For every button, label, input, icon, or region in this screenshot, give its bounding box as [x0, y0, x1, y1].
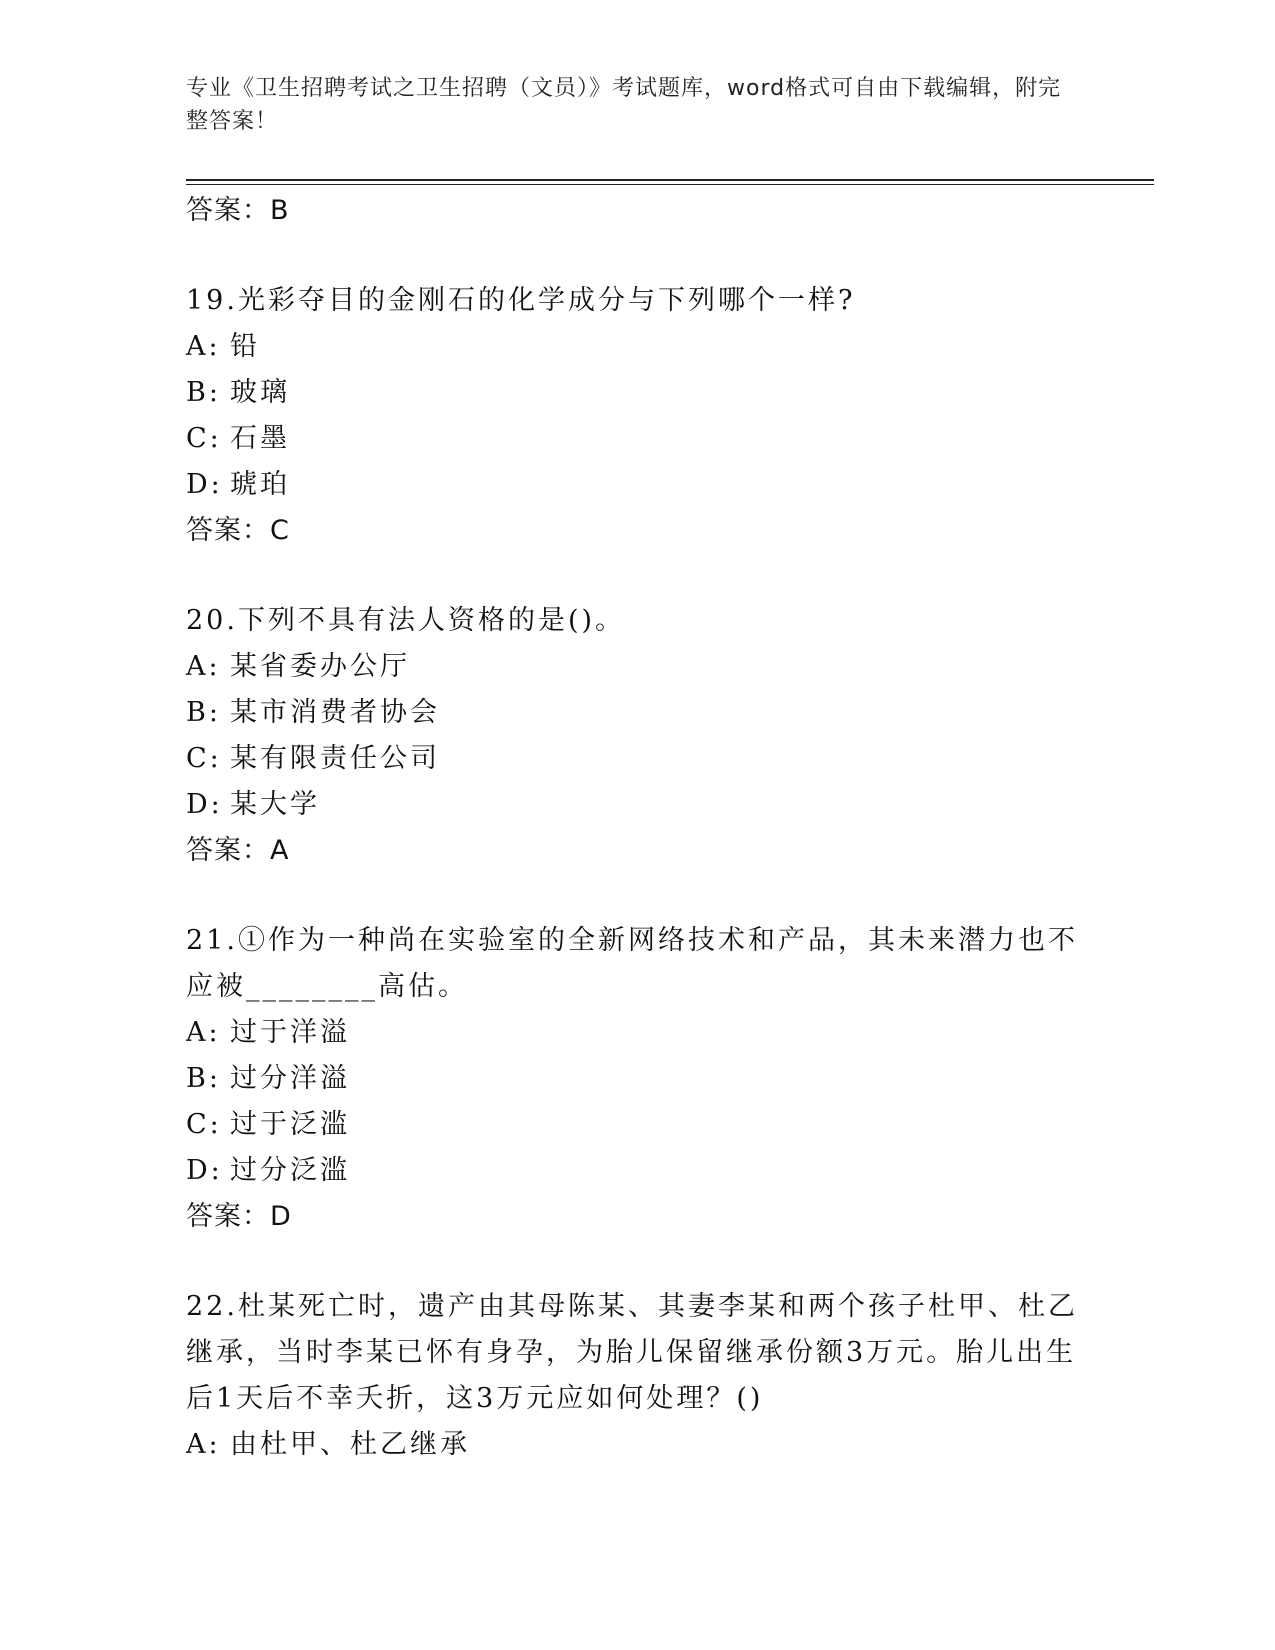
option-a [186, 644, 1086, 690]
option-text: 过于洋溢 [230, 1017, 350, 1048]
option-a [186, 324, 1086, 370]
option-d [186, 1148, 1086, 1194]
question-text: 20.下列不具有法人资格的是()。 [186, 605, 626, 636]
option-text: 某省委办公厅 [230, 651, 410, 682]
option-text: 玻璃 [230, 377, 290, 408]
document-header: 专业《卫生招聘考试之卫生招聘（文员）》考试题库，word格式可自由下载编辑，附完整答案！ [186, 76, 1062, 134]
option-label: A: [186, 651, 221, 682]
option-label: A: [186, 1017, 221, 1048]
option-label: D: [186, 1155, 223, 1186]
question-item [186, 918, 1086, 1240]
option-c [186, 1102, 1086, 1148]
option-text: 石墨 [230, 423, 290, 454]
answer-line: 答案：B [186, 195, 290, 226]
header-divider [186, 179, 1154, 181]
question-item [186, 278, 1086, 554]
option-text: 铅 [230, 331, 260, 362]
option-label: C: [186, 423, 222, 454]
option-text: 某市消费者协会 [230, 697, 440, 728]
option-text: 某有限责任公司 [230, 743, 440, 774]
option-label: D: [186, 469, 223, 500]
answer-line: 答案：D [186, 1201, 292, 1232]
option-text: 琥珀 [230, 469, 290, 500]
answer-line: 答案：C [186, 515, 290, 546]
option-label: A: [186, 331, 221, 362]
question-list [186, 188, 1086, 1468]
option-text: 由杜甲、杜乙继承 [230, 1429, 470, 1460]
option-text: 过分泛滥 [230, 1155, 350, 1186]
option-label: C: [186, 1109, 222, 1140]
option-c [186, 416, 1086, 462]
option-b [186, 1056, 1086, 1102]
option-text: 过于泛滥 [230, 1109, 350, 1140]
option-label: D: [186, 789, 223, 820]
question-item [186, 1284, 1086, 1468]
question-text: 21.①作为一种尚在实验室的全新网络技术和产品，其未来潜力也不应被________高估。 [186, 925, 1078, 1002]
option-label: A: [186, 1429, 221, 1460]
option-b [186, 370, 1086, 416]
question-item [186, 598, 1086, 874]
question-text: 19.光彩夺目的金刚石的化学成分与下列哪个一样? [186, 285, 856, 316]
option-a [186, 1010, 1086, 1056]
header-divider-thin [186, 184, 1154, 185]
option-label: B: [186, 697, 221, 728]
option-d [186, 782, 1086, 828]
answer-line: 答案：A [186, 835, 290, 866]
option-text: 某大学 [230, 789, 320, 820]
option-text: 过分洋溢 [230, 1063, 350, 1094]
option-label: B: [186, 377, 221, 408]
question-text: 22.杜某死亡时，遗产由其母陈某、其妻李某和两个孩子杜甲、杜乙继承，当时李某已怀有身孕，为胎儿保留继承份额3万元。胎儿出生后1天后不幸夭折，这3万元应如何处理？() [186, 1291, 1078, 1414]
option-d [186, 462, 1086, 508]
option-label: C: [186, 743, 222, 774]
option-label: B: [186, 1063, 221, 1094]
option-b [186, 690, 1086, 736]
option-a [186, 1422, 1086, 1468]
option-c [186, 736, 1086, 782]
